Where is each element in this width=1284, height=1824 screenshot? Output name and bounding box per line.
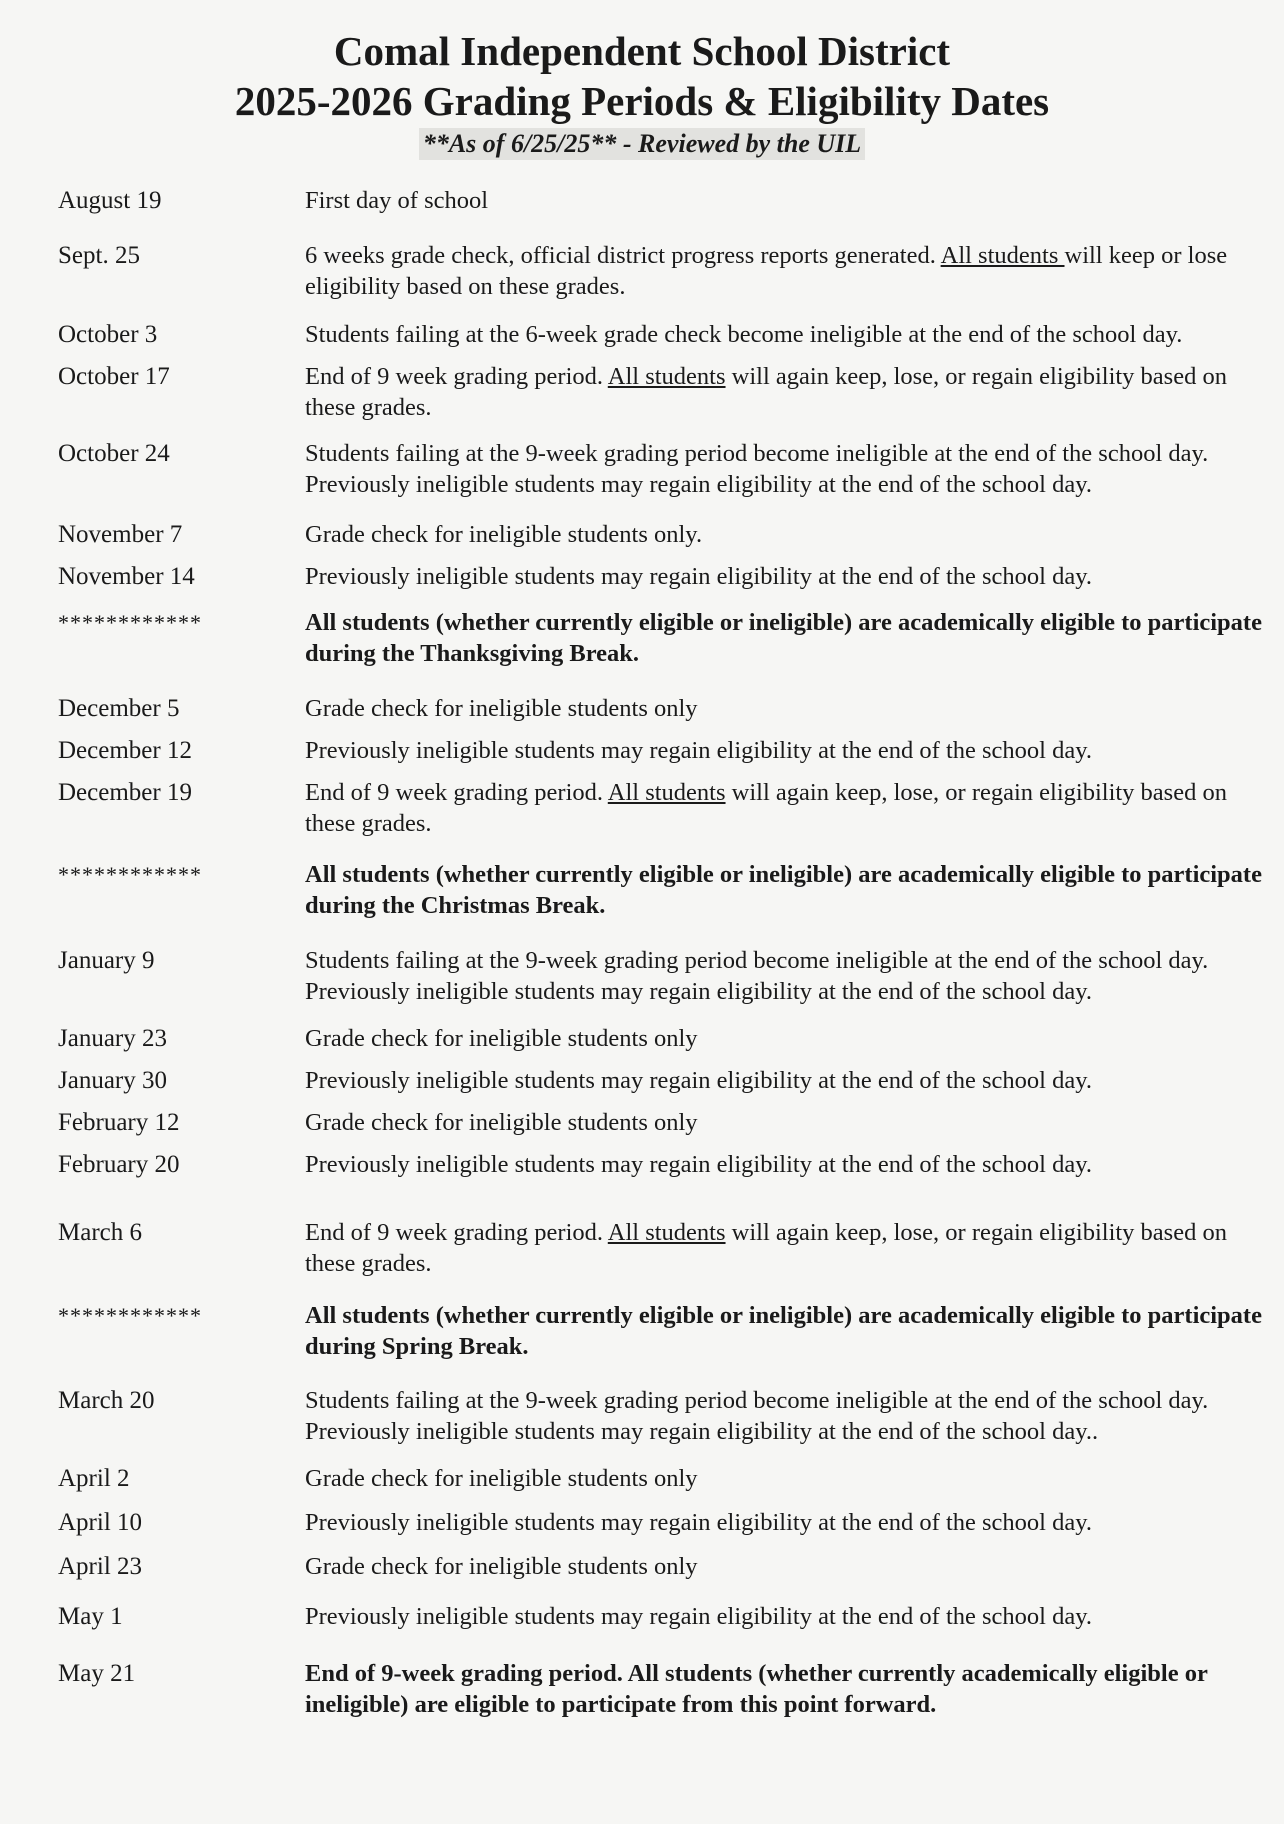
description-text: these grades. xyxy=(305,810,432,837)
row-description xyxy=(305,1065,1265,1096)
description-line xyxy=(305,976,1265,1007)
description-text: Previously ineligible students may regain eligibility at the end of the school day. xyxy=(305,1151,1093,1178)
row-date: October 3 xyxy=(58,321,158,348)
underlined-text: All students xyxy=(607,1219,726,1246)
description-line xyxy=(305,1248,1265,1279)
description-text: 6 weeks grade check, official district progress reports generated. xyxy=(305,242,941,269)
description-text: Students failing at the 9-week grading period become ineligible at the end of the school day. xyxy=(305,1387,1209,1414)
row-date: November 7 xyxy=(58,521,183,548)
description-text: eligibility based on these grades. xyxy=(305,273,626,300)
row-date: May 21 xyxy=(58,1660,136,1687)
description-line xyxy=(305,361,1265,392)
row-description xyxy=(305,561,1265,592)
description-text: Previously ineligible students may regain eligibility at the end of the school day. xyxy=(305,1603,1093,1630)
description-text: ineligible) are eligible to participate from this point forward. xyxy=(305,1691,937,1718)
row-date: Sept. 25 xyxy=(58,242,140,269)
row-description xyxy=(305,319,1265,350)
description-text: during the Thanksgiving Break. xyxy=(305,640,640,667)
row-description xyxy=(305,1217,1265,1279)
row-description xyxy=(305,185,1265,216)
description-text: End of 9-week grading period. All students (whether currently academically eligible or xyxy=(305,1660,1208,1687)
row-date: December 12 xyxy=(58,737,192,764)
description-line xyxy=(305,319,1265,350)
row-description xyxy=(305,1551,1265,1582)
description-text: Grade check for ineligible students only xyxy=(305,1465,698,1492)
description-line xyxy=(305,1463,1265,1494)
row-description xyxy=(305,1107,1265,1138)
row-date: November 14 xyxy=(58,563,195,590)
description-text: will again keep, lose, or regain eligibility based on xyxy=(725,363,1227,390)
description-line xyxy=(305,638,1265,669)
description-line xyxy=(305,1507,1265,1538)
row-date: January 30 xyxy=(58,1067,167,1094)
description-text: End of 9 week grading period. xyxy=(305,363,608,390)
underlined-text: All students xyxy=(940,242,1065,269)
description-text: Previously ineligible students may regain eligibility at the end of the school day.. xyxy=(305,1418,1099,1445)
row-description xyxy=(305,859,1265,921)
description-text: will again keep, lose, or regain eligibility based on xyxy=(725,779,1227,806)
description-text: Grade check for ineligible students only. xyxy=(305,521,703,548)
description-text: Grade check for ineligible students only xyxy=(305,695,698,722)
description-text: All students (whether currently eligible or ineligible) are academically eligible to participate xyxy=(305,1302,1262,1329)
description-text: Previously ineligible students may regain eligibility at the end of the school day. xyxy=(305,978,1093,1005)
row-description xyxy=(305,1300,1265,1362)
description-text: Grade check for ineligible students only xyxy=(305,1553,698,1580)
description-text: these grades. xyxy=(305,394,432,421)
description-text: End of 9 week grading period. xyxy=(305,779,608,806)
row-description xyxy=(305,1149,1265,1180)
description-text: All students (whether currently eligible or ineligible) are academically eligible to participate xyxy=(305,609,1262,636)
row-date: April 10 xyxy=(58,1509,143,1536)
row-description xyxy=(305,1601,1265,1632)
row-date: October 17 xyxy=(58,363,170,390)
row-description xyxy=(305,1463,1265,1494)
description-text: Previously ineligible students may regain eligibility at the end of the school day. xyxy=(305,1509,1093,1536)
row-description xyxy=(305,607,1265,669)
description-line xyxy=(305,1023,1265,1054)
row-date: December 19 xyxy=(58,779,192,806)
description-text: Previously ineligible students may regain eligibility at the end of the school day. xyxy=(305,737,1093,764)
description-text: Grade check for ineligible students only xyxy=(305,1109,698,1136)
description-line xyxy=(305,808,1265,839)
asterisk-separator: ************ xyxy=(58,1303,202,1328)
description-text: Students failing at the 9-week grading period become ineligible at the end of the school day. xyxy=(305,947,1209,974)
description-text: will again keep, lose, or regain eligibility based on xyxy=(725,1219,1227,1246)
description-line xyxy=(305,1300,1265,1331)
description-line xyxy=(305,1065,1265,1096)
description-line xyxy=(305,607,1265,638)
row-description xyxy=(305,1385,1265,1447)
description-line xyxy=(305,519,1265,550)
description-text: during the Christmas Break. xyxy=(305,892,606,919)
description-line xyxy=(305,1217,1265,1248)
description-text: during Spring Break. xyxy=(305,1333,529,1360)
row-date: February 20 xyxy=(58,1151,180,1178)
description-line xyxy=(305,561,1265,592)
description-line xyxy=(305,438,1265,469)
description-line xyxy=(305,1107,1265,1138)
description-text: Previously ineligible students may regain eligibility at the end of the school day. xyxy=(305,471,1093,498)
asterisk-separator: ************ xyxy=(58,610,202,635)
row-description xyxy=(305,945,1265,1007)
row-date: March 20 xyxy=(58,1387,155,1414)
row-description xyxy=(305,693,1265,724)
description-line xyxy=(305,1601,1265,1632)
description-line xyxy=(305,1551,1265,1582)
row-description xyxy=(305,777,1265,839)
row-date: April 23 xyxy=(58,1553,143,1580)
row-date: February 12 xyxy=(58,1109,180,1136)
description-line xyxy=(305,777,1265,808)
description-line xyxy=(305,469,1265,500)
title-line-2: 2025-2026 Grading Periods & Eligibility Dates xyxy=(234,78,1050,124)
description-line xyxy=(305,735,1265,766)
description-text: Previously ineligible students may regain eligibility at the end of the school day. xyxy=(305,563,1093,590)
description-line xyxy=(305,1149,1265,1180)
description-line xyxy=(305,240,1265,271)
description-text: will keep or lose xyxy=(1064,242,1228,269)
description-line xyxy=(305,392,1265,423)
row-date: April 2 xyxy=(58,1465,130,1492)
description-line xyxy=(305,945,1265,976)
row-description xyxy=(305,240,1265,302)
description-line xyxy=(305,185,1265,216)
description-line xyxy=(305,1331,1265,1362)
description-line xyxy=(305,1689,1265,1720)
row-date: August 19 xyxy=(58,187,162,214)
row-date: January 23 xyxy=(58,1025,167,1052)
row-description xyxy=(305,361,1265,423)
description-line xyxy=(305,271,1265,302)
subtitle: **As of 6/25/25** - Reviewed by the UIL xyxy=(419,128,865,160)
row-description xyxy=(305,1658,1265,1720)
row-date: October 24 xyxy=(58,440,170,467)
document-header xyxy=(0,26,1284,160)
description-text: Previously ineligible students may regain eligibility at the end of the school day. xyxy=(305,1067,1093,1094)
row-description xyxy=(305,1507,1265,1538)
description-line xyxy=(305,693,1265,724)
row-description xyxy=(305,1023,1265,1054)
row-description xyxy=(305,438,1265,500)
description-text: All students (whether currently eligible or ineligible) are academically eligible to participate xyxy=(305,861,1262,888)
row-description xyxy=(305,519,1265,550)
underlined-text: All students xyxy=(607,363,726,390)
description-line xyxy=(305,1658,1265,1689)
asterisk-separator: ************ xyxy=(58,862,202,887)
title-line-1: Comal Independent School District xyxy=(333,28,951,74)
description-text: Grade check for ineligible students only xyxy=(305,1025,698,1052)
underlined-text: All students xyxy=(607,779,726,806)
row-date: December 5 xyxy=(58,695,180,722)
description-text: Students failing at the 9-week grading period become ineligible at the end of the school day. xyxy=(305,440,1209,467)
row-description xyxy=(305,735,1265,766)
description-text: Students failing at the 6-week grade check become ineligible at the end of the school day. xyxy=(305,321,1183,348)
description-line xyxy=(305,890,1265,921)
description-line xyxy=(305,1416,1265,1447)
row-date: January 9 xyxy=(58,947,155,974)
row-date: March 6 xyxy=(58,1219,142,1246)
description-line xyxy=(305,1385,1265,1416)
description-text: these grades. xyxy=(305,1250,432,1277)
description-line xyxy=(305,859,1265,890)
row-date: May 1 xyxy=(58,1603,123,1630)
description-text: First day of school xyxy=(305,187,489,214)
description-text: End of 9 week grading period. xyxy=(305,1219,608,1246)
